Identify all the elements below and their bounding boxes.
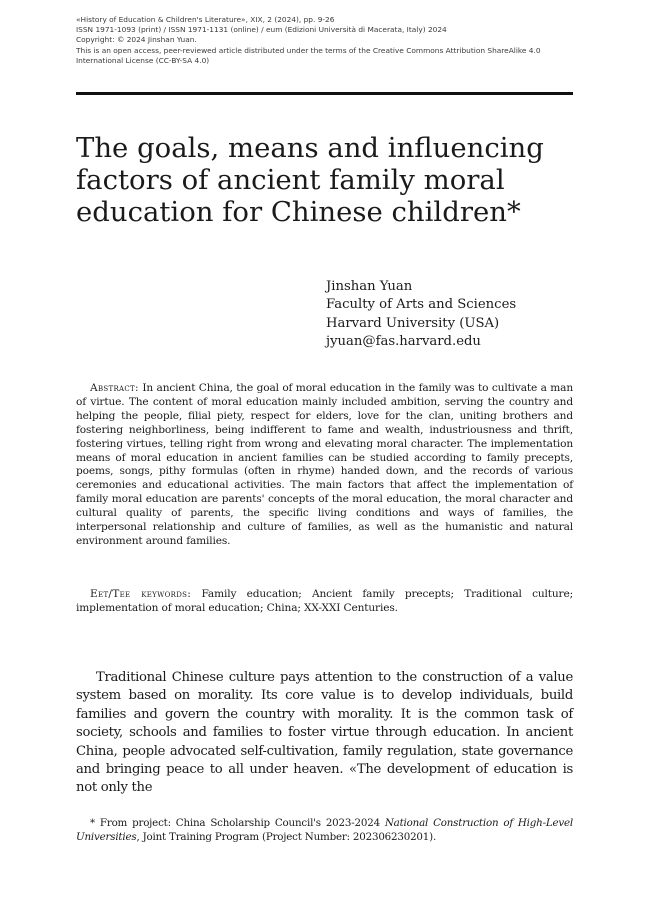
license-line-2: International License (CC-BY-SA 4.0) [76, 55, 210, 65]
body-paragraph: Traditional Chinese culture pays attention to the construction of a value system based on morality. Its core value is to develop individuals, build families and govern the country with morality. It is the common task of society, schools and families to foster virtue through education. In ancient China, people advocated self-cultivation, family regulation, state governance and bringing peace to all under heaven. «The development of education is not only the [76, 670, 573, 796]
journal-citation-line: «History of Education & Children's Literature», XIX, 2 (2024), pp. 9-26 [76, 15, 335, 24]
abstract-section [76, 382, 573, 549]
author-name: Jinshan Yuan [326, 279, 413, 294]
footnote-italic-text: National Construction of High-Level Universities [76, 817, 573, 843]
header-divider [76, 92, 573, 95]
keywords-section [76, 588, 573, 616]
copyright-line: Copyright: © 2024 Jinshan Yuan. [76, 35, 197, 45]
author-email: jyuan@fas.harvard.edu [326, 333, 481, 349]
article-title: The goals, means and influencing factors of ancient family moral education for Chinese children* [76, 132, 544, 228]
footnote-rest-text: , Joint Training Program (Project Number: 202306230201). [136, 831, 437, 843]
author-faculty: Faculty of Arts and Sciences [326, 297, 517, 313]
footnote-marker-text: * From project: China Scholarship Council's 2023-2024 [90, 817, 380, 829]
abstract-text: In ancient China, the goal of moral education in the family was to cultivate a man of virtue. The content of moral education mainly included ambition, serving the country and helping the people, filial piety, respect for elders, love for the clan, uniting brothers and fostering neighborliness, being indifferent to fame and wealth, industriousness and thrift, fostering virtues, telling right from wrong and elevating moral character. The implementation means of moral education in ancient families can be studied according to family precepts, poems, songs, pithy formulas (often in rhyme) handed down, and the records of various ceremonies and educational activities. The main factors that affect the implementation of family moral education are parents' concepts of the moral education, the moral character and cultural quality of parents, the specific living conditions and ways of families, the interpersonal relationship and culture of families, as well as the humanistic and natural environment around families. [76, 382, 574, 547]
journal-header-metadata [76, 15, 576, 66]
keywords-label: Eet/Tee keywords: [90, 588, 192, 600]
author-block [326, 278, 586, 351]
abstract-label: Abstract: [90, 382, 139, 394]
body-text [76, 669, 573, 798]
license-line-1: This is an open access, peer-reviewed article distributed under the terms of the Creative Commons Attribution ShareAlike 4.0 [76, 45, 541, 55]
footnote [76, 816, 573, 844]
author-university: Harvard University (USA) [326, 315, 500, 331]
keywords-text: Family education; Ancient family precepts; Traditional culture; implementation of moral education; China; XX-XXI Centuries. [76, 588, 574, 614]
issn-line: ISSN 1971-1093 (print) / ISSN 1971-1131 (online) / eum (Edizioni Università di Macerata, Italy) 2024 [76, 25, 447, 35]
